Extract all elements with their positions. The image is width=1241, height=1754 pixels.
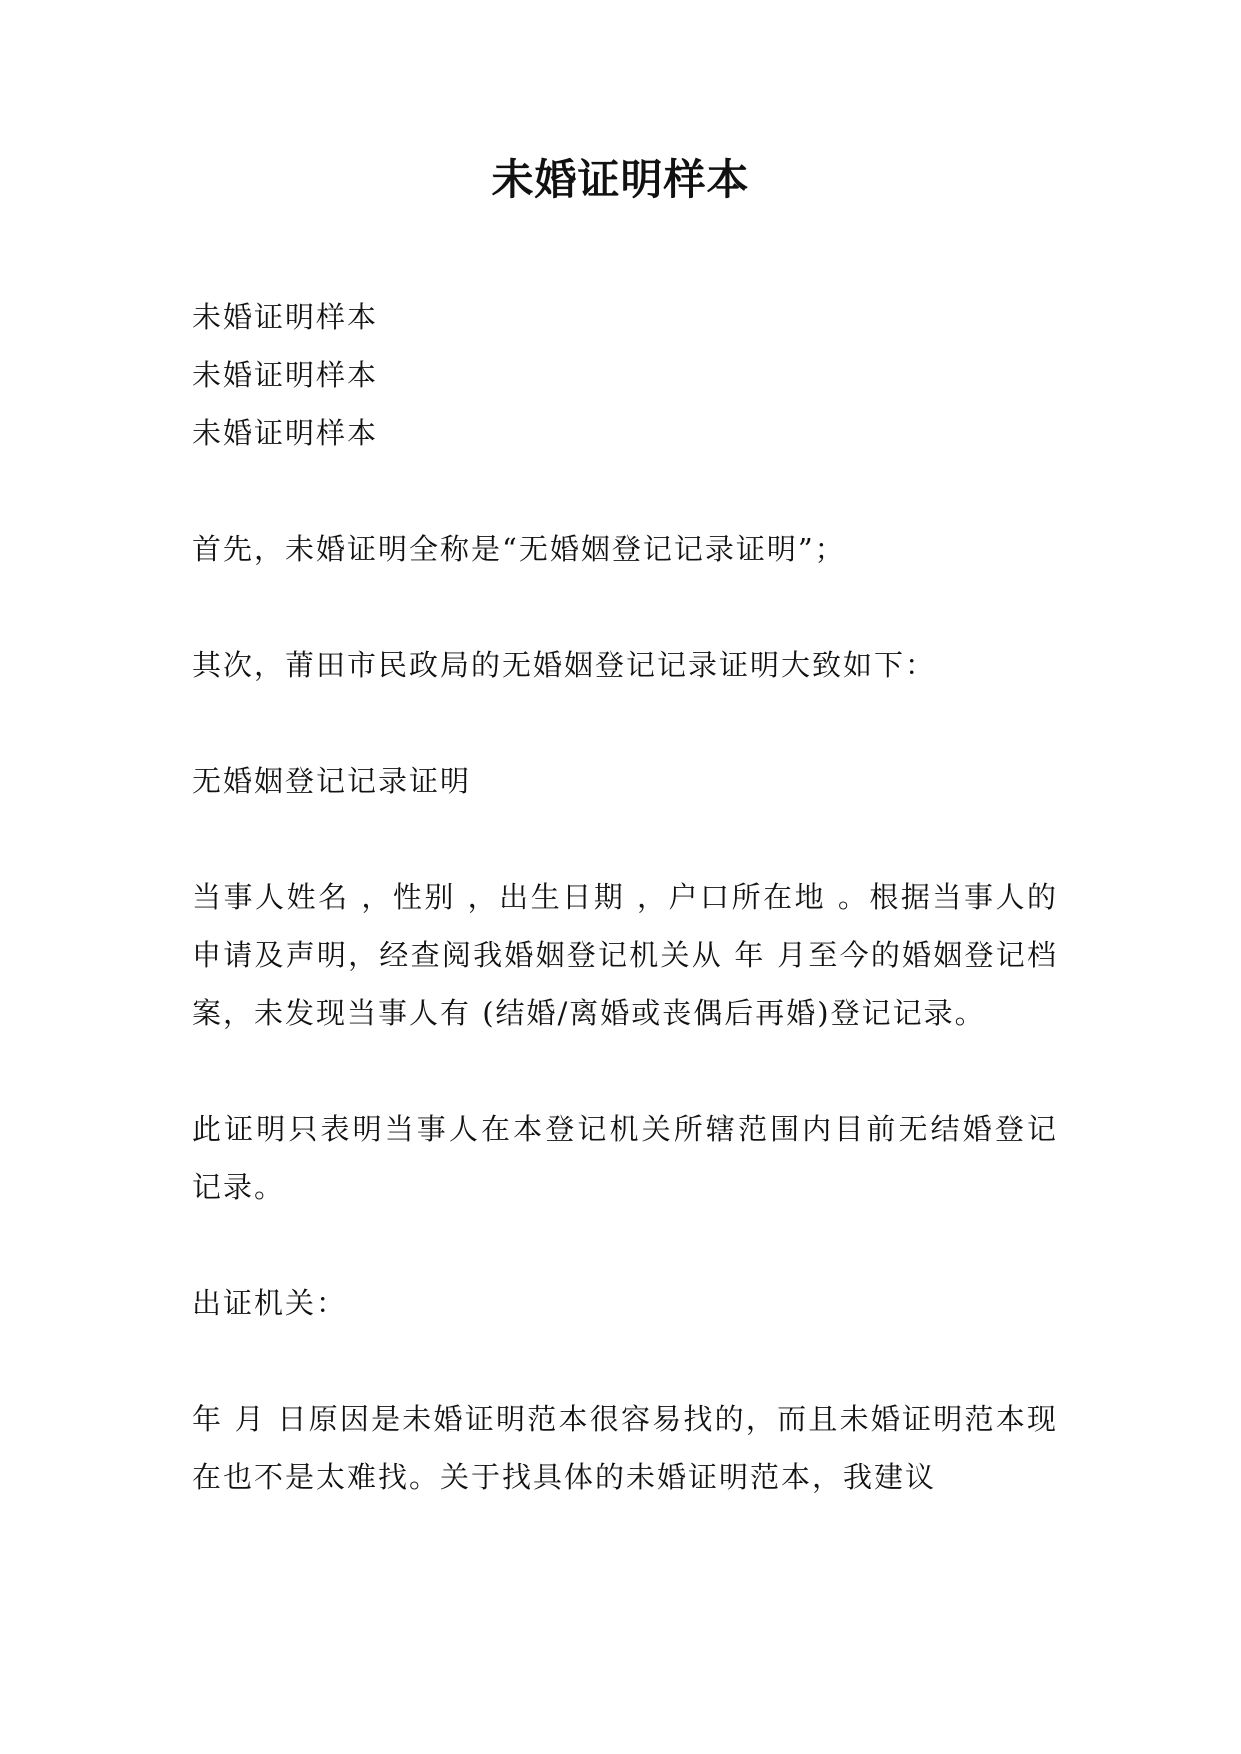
paragraph-date-and-advice: 年 月 日原因是未婚证明范本很容易找的，而且未婚证明范本现在也不是太难找。关于找具体的未婚证明范本，我建议	[192, 1402, 1058, 1494]
paragraph-certificate-body: 当事人姓名 ，性别 ，出生日期 ，户口所在地 。根据当事人的申请及声明，经查阅我婚姻登记机关从 年 月至今的婚姻登记档案，未发现当事人有 (结婚/离婚或丧偶后再婚)登记记录。	[192, 880, 1058, 1030]
document-title: 未婚证明样本	[491, 155, 750, 204]
heading-line-3: 未婚证明样本	[192, 416, 379, 450]
certificate-title: 无婚姻登记记录证明	[192, 764, 472, 798]
heading-line-1: 未婚证明样本	[192, 300, 379, 334]
document-body	[192, 288, 1058, 1506]
paragraph-certificate-scope: 此证明只表明当事人在本登记机关所辖范围内目前无结婚登记记录。	[192, 1112, 1058, 1204]
heading-line-2: 未婚证明样本	[192, 358, 379, 392]
paragraph-full-name: 首先，未婚证明全称是“无婚姻登记记录证明”；	[192, 532, 846, 566]
paragraph-intro: 其次，莆田市民政局的无婚姻登记记录证明大致如下：	[192, 648, 937, 682]
issuing-authority-label: 出证机关：	[192, 1286, 348, 1320]
